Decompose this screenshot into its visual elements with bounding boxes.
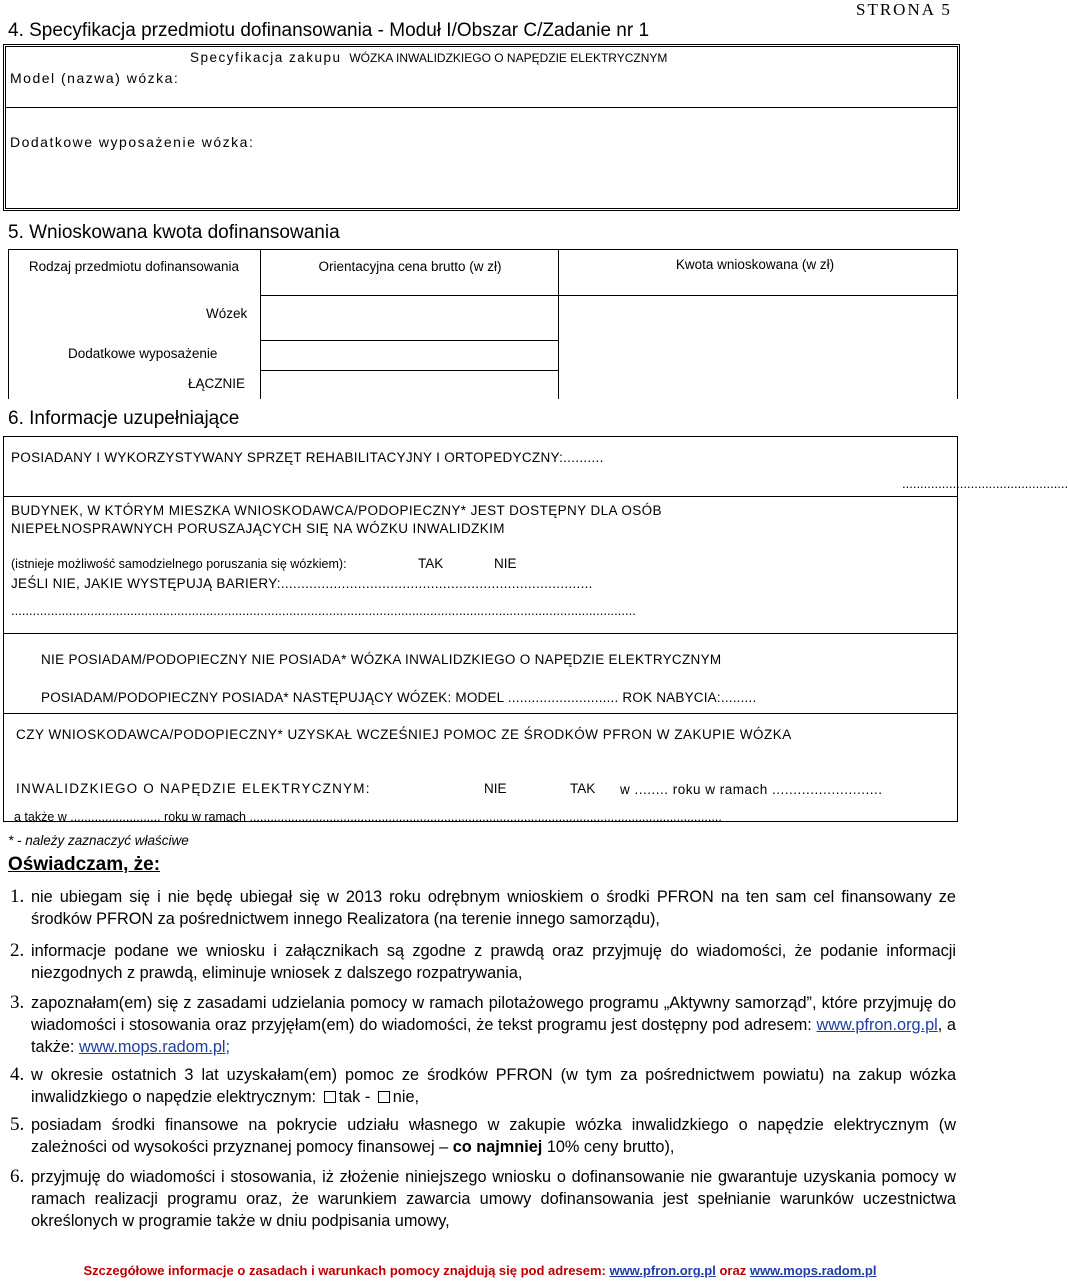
- table-row-line-2: [260, 340, 558, 341]
- declaration-title: Oświadczam, że:: [8, 854, 161, 875]
- declaration-item-4: 4. w okresie ostatnich 3 lat uzyskałam(em) pomoc ze środków PFRON (w tym za pośrednictwem powiatu) na zakup wózka inwalidzkiego o napędzie elektrycznym: tak - nie,: [10, 1064, 956, 1106]
- checkbox-no-icon[interactable]: [378, 1091, 390, 1103]
- received-question-1: CZY WNIOSKODAWCA/PODOPIECZNY* UZYSKAŁ WCZEŚNIEJ POMOC ZE ŚRODKÓW PFRON W ZAKUPIE WÓZKA: [16, 727, 792, 742]
- page-number: STRONA 5: [856, 0, 952, 19]
- spec-heading: Specyfikacja zakupu WÓZKA INWALIDZKIEGO O NAPĘDZIE ELEKTRYCZNYM: [190, 50, 668, 65]
- also-line: a także w .......................... roku w ramach ........................................................................................................................................: [14, 810, 722, 824]
- footer-mops-link[interactable]: www.mops.radom.pl: [749, 1263, 877, 1278]
- declaration-item-5: 5. posiadam środki finansowe na pokrycie udziału własnego w zakupie wózka inwalidzkiego o napędzie elektrycznym (w zależności od wysokości przyznanej pomocy finansowej – co najmniej 10% ceny brutto),: [10, 1114, 956, 1156]
- info-divider-2: [3, 633, 958, 634]
- model-label: Model (nazwa) wózka:: [10, 70, 180, 86]
- declaration-item-2: 2. informacje podane we wniosku i załącznikach są zgodne z prawdą oraz przyjmuję do wiadomości, że podanie informacji niezgodnych z prawdą, eliminuje wniosek z dalszego rozpatrywania,: [10, 940, 956, 982]
- table-col-line-2: [558, 249, 559, 399]
- equipment-label: Dodatkowe wyposażenie wózka:: [10, 134, 255, 150]
- barriers-dots: .............................................................................................................................................................................: [11, 603, 636, 618]
- mops-link[interactable]: www.mops.radom.pl;: [78, 1038, 231, 1056]
- access-yes[interactable]: TAK: [418, 556, 444, 571]
- building-line-1: BUDYNEK, W KTÓRYM MIESZKA WNIOSKODAWCA/PODOPIECZNY* JEST DOSTĘPNY DLA OSÓB: [11, 503, 662, 518]
- footer-pfron-link[interactable]: www.pfron.org.pl: [609, 1263, 716, 1278]
- received-yes[interactable]: TAK: [570, 781, 596, 796]
- info-frame: [3, 436, 958, 822]
- checkbox-yes-icon[interactable]: [324, 1091, 336, 1103]
- spec-divider: [6, 107, 957, 108]
- access-no[interactable]: NIE: [494, 556, 517, 571]
- declaration-item-1: 1. nie ubiegam się i nie będę ubiegał się w 2013 roku odrębnym wnioskiem o środki PFRON na ten sam cel finansowany ze środków PFRON za pośrednictwem innego Realizatora (na terenie innego samorządu),: [10, 886, 956, 928]
- barriers-line: JEŚLI NIE, JAKIE WYSTĘPUJĄ BARIERY:.............................................................................: [11, 576, 593, 591]
- col-type-header: Rodzaj przedmiotu dofinansowania: [28, 259, 240, 274]
- row-wheelchair: Wózek: [206, 306, 248, 321]
- pfron-link[interactable]: www.pfron.org.pl: [816, 1016, 938, 1034]
- declaration-item-6: 6. przyjmuję do wiadomości i stosowania, iż złożenie niniejszego wniosku o dofinansowanie nie gwarantuje uzyskania pomocy w ramach realizacji programu oraz, że warunkiem zawarcia umowy dofinansowania jest spełnianie warunków uczestnictwa określonych w programie także w dniu podpisania umowy,: [10, 1166, 956, 1230]
- row-equipment: Dodatkowe wyposażenie: [68, 346, 218, 361]
- info-divider-1: [3, 496, 958, 497]
- col-amount-header: Kwota wnioskowana (w zł): [675, 257, 835, 272]
- table-col-line-1: [260, 249, 261, 399]
- section-4-title: 4. Specyfikacja przedmiotu dofinansowania - Moduł I/Obszar C/Zadanie nr 1: [8, 20, 650, 41]
- table-row-line-1: [260, 295, 958, 296]
- section-6-title: 6. Informacje uzupełniające: [8, 408, 240, 429]
- received-details: w ........ roku w ramach ..........................: [620, 782, 883, 797]
- info-divider-3: [3, 713, 958, 714]
- footnote: * - należy zaznaczyć właściwe: [8, 833, 189, 848]
- building-line-2: NIEPEŁNOSPRAWNYCH PORUSZAJĄCYCH SIĘ NA WÓZKU INWALIDZKIM: [11, 521, 505, 536]
- owned-equipment-line: POSIADANY I WYKORZYSTYWANY SPRZĘT REHABILITACYJNY I ORTOPEDYCZNY:..........: [11, 450, 604, 465]
- owned-equipment-dots: ..............................................: [902, 476, 1068, 491]
- footer-info: Szczegółowe informacje o zasadach i warunkach pomocy znajdują się pod adresem: www.pfron.org.pl oraz www.mops.radom.pl: [83, 1263, 877, 1278]
- section-5-title: 5. Wnioskowana kwota dofinansowania: [8, 222, 340, 243]
- col-price-header: Orientacyjna cena brutto (w zł): [318, 259, 502, 274]
- owned-option[interactable]: POSIADAM/PODOPIECZNY POSIADA* NASTĘPUJĄCY WÓZEK: MODEL ............................ ROK NABYCIA:.........: [41, 690, 757, 705]
- possibility-question: (istnieje możliwość samodzielnego poruszania się wózkiem):: [11, 557, 347, 571]
- received-no[interactable]: NIE: [484, 781, 507, 796]
- declaration-item-3: 3. zapoznałam(em) się z zasadami udzielania pomocy w ramach pilotażowego programu „Aktywny samorząd”, które przyjmuję do wiadomości i stosowania oraz przyjęłam(em) do wiadomości, że tekst programu jest dostępny pod adresem: www.pfron.org.pl, a także: www.mops.radom.pl;: [10, 992, 956, 1056]
- row-total: ŁĄCZNIE: [188, 376, 246, 391]
- table-row-line-3: [260, 370, 558, 371]
- not-owned-option[interactable]: NIE POSIADAM/PODOPIECZNY NIE POSIADA* WÓZKA INWALIDZKIEGO O NAPĘDZIE ELEKTRYCZNYM: [41, 652, 722, 667]
- received-question-2: INWALIDZKIEGO O NAPĘDZIE ELEKTRYCZNYM:: [16, 781, 371, 796]
